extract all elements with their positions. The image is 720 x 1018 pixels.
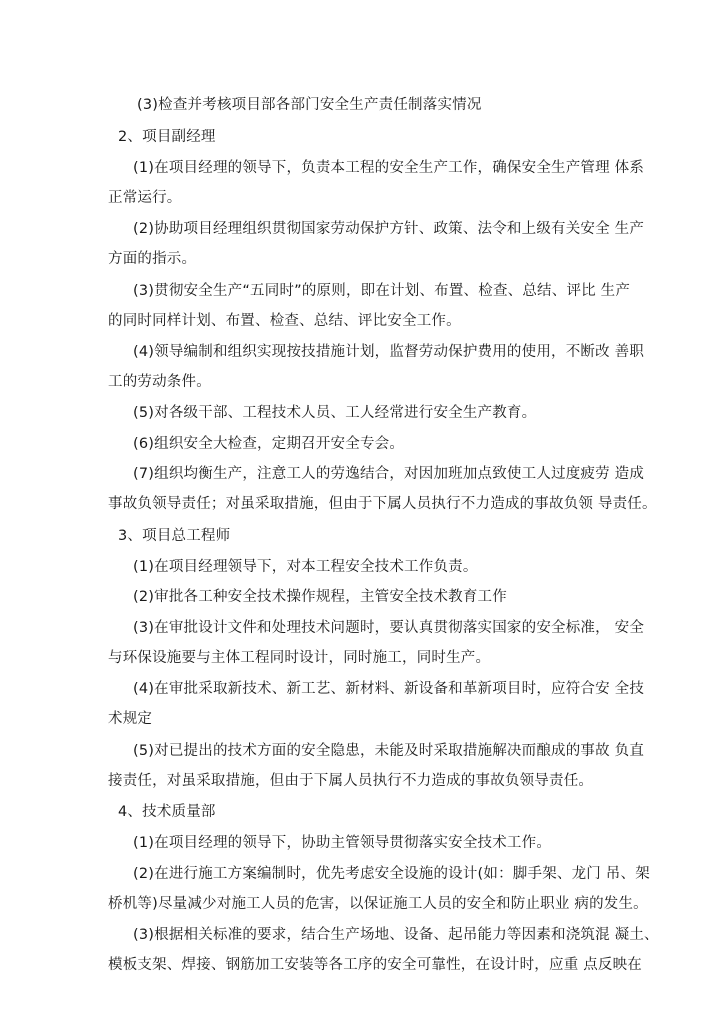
text-line-6: 方面的指示。 xyxy=(108,251,197,267)
text-line-7: (3)贯彻安全生产“五同时”的原则，即在计划、布置、检查、总结、评比 生产 xyxy=(133,283,631,299)
text-line-19: 与环保设施要与主体工程同时设计，同时施工，同时生产。 xyxy=(108,650,491,666)
text-line-1: (3)检查并考核项目部各部门安全生产责任制落实情况 xyxy=(137,97,482,113)
text-line-25: (1)在项目经理的领导下，协助主管领导贯彻落实安全技术工作。 xyxy=(133,835,552,851)
text-line-20: (4)在审批采取新技术、新工艺、新材料、新设备和革新项目时，应符合安 全技 xyxy=(133,681,645,697)
section-heading-deputy-manager: 2、项目副经理 xyxy=(118,129,216,145)
text-line-5: (2)协助项目经理组织贯彻国家劳动保护方针、政策、法令和上级有关安全 生产 xyxy=(133,221,645,237)
text-line-14: 事故负领导责任；对虽采取措施，但由于下属人员执行不力造成的事故负领 导责任。 xyxy=(108,496,657,512)
text-line-10: 工的劳动条件。 xyxy=(108,374,211,390)
text-line-23: 接责任，对虽采取措施，但由于下属人员执行不力造成的事故负领导责任。 xyxy=(108,773,594,789)
text-line-4: 正常运行。 xyxy=(108,190,182,206)
section-heading-chief-engineer: 3、项目总工程师 xyxy=(118,528,231,544)
text-line-17: (2)审批各工种安全技术操作规程，主管安全技术教育工作 xyxy=(133,589,507,605)
text-line-28: (3)根据相关标准的要求，结合生产场地、设备、起吊能力等因素和浇筑混 凝土、 xyxy=(133,927,659,943)
text-line-13: (7)组织均衡生产，注意工人的劳逸结合，对因加班加点致使工人过度疲劳 造成 xyxy=(133,466,645,482)
text-line-11: (5)对各级干部、工程技术人员、工人经常进行安全生产教育。 xyxy=(133,405,537,421)
text-line-26: (2)在进行施工方案编制时，优先考虑安全设施的设计(如：脚手架、龙门 吊、架 xyxy=(133,866,650,882)
text-line-8: 的同时同样计划、布置、检查、总结、评比安全工作。 xyxy=(108,313,461,329)
text-line-16: (1)在项目经理领导下，对本工程安全技术工作负责。 xyxy=(133,559,478,575)
text-line-29: 模板支架、焊接、钢筋加工安装等各工序的安全可靠性，在设计时，应重 点反映在 xyxy=(108,957,643,973)
text-line-3: (1)在项目经理的领导下，负责本工程的安全生产工作，确保安全生产管理 体系 xyxy=(133,160,645,176)
text-line-21: 术规定 xyxy=(108,711,153,727)
text-line-22: (5)对已提出的技术方面的安全隐患，未能及时采取措施解决而酿成的事故 负直 xyxy=(133,743,645,759)
text-line-12: (6)组织安全大检查，定期召开安全专会。 xyxy=(133,436,405,452)
text-line-9: (4)领导编制和组织实现按技措施计划，监督劳动保护费用的使用，不断改 善职 xyxy=(133,344,645,360)
section-heading-tech-quality-dept: 4、技术质量部 xyxy=(118,804,216,820)
text-line-18: (3)在审批设计文件和处理技术问题时，要认真贯彻落实国家的安全标准， 安全 xyxy=(133,620,645,636)
text-line-27: 桥机等)尽量减少对施工人员的危害，以保证施工人员的安全和防止职业 病的发生。 xyxy=(108,896,648,912)
